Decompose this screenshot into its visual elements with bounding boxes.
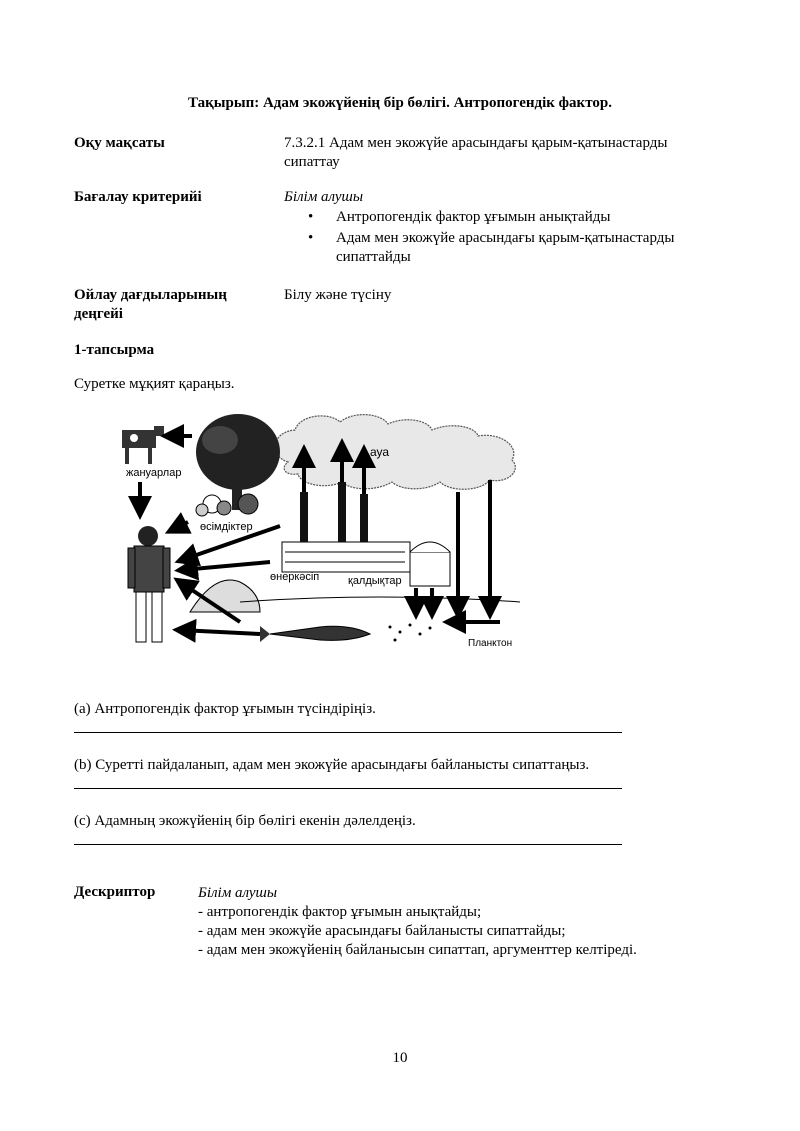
tree-icon (196, 414, 280, 516)
bullet-dot-icon: • (308, 209, 314, 225)
descriptor-item-1: - антропогендік фактор ұғымын анықтайды; (198, 904, 482, 920)
criteria-bullet-2-text-cont: сипаттайды (336, 249, 411, 265)
plankton-label: Планктон (468, 638, 513, 649)
page-title: Тақырып: Адам экожүйенің бір бөлігі. Антропогендік фактор. (188, 95, 612, 111)
criteria-bullet-2 (308, 229, 716, 267)
task-heading: 1-тапсырма (74, 342, 155, 358)
descriptor-list (198, 884, 718, 960)
answer-line-a (74, 732, 622, 733)
answer-line-b (74, 788, 622, 789)
waste-label: қалдықтар (348, 575, 402, 587)
objective-line-2: сипаттау (284, 154, 340, 170)
plankton-dots (389, 624, 432, 642)
question-a: (a) Антропогендік фактор ұғымын түсіндіріңіз. (74, 701, 376, 717)
thinking-label-line-2: деңгейі (74, 306, 123, 322)
thinking-label (74, 286, 274, 324)
air-cloud (275, 415, 515, 490)
thinking-value: Білу және түсіну (284, 287, 392, 303)
criteria-label: Бағалау критерийі (74, 189, 202, 205)
objective-line-1: 7.3.2.1 Адам мен экожүйе арасындағы қарым-қатынастарды (284, 135, 668, 151)
thinking-label-line-1: Ойлау дағдыларының (74, 287, 227, 303)
animals-label: жануарлар (126, 467, 182, 479)
criteria-bullet-2-text: Адам мен экожүйе арасындағы қарым-қатынастарды (336, 230, 675, 246)
air-label: ауа (370, 445, 390, 459)
page-number: 10 (392, 1050, 408, 1066)
industry-label: өнеркәсіп (270, 571, 320, 583)
cow-icon (122, 426, 164, 464)
ecosystem-figure (120, 412, 530, 652)
descriptor-item-3: - адам мен экожүйенің байланысын сипаттап, аргументтер келтіреді. (198, 942, 637, 958)
water-line (240, 597, 520, 602)
criteria-intro: Білім алушы (284, 189, 364, 205)
answer-line-c (74, 844, 622, 845)
objective-label: Оқу мақсаты (74, 135, 165, 151)
question-b: (b) Суретті пайдаланып, адам мен экожүйе арасындағы байланысты сипаттаңыз. (74, 757, 590, 773)
criteria-bullet-1 (308, 208, 716, 227)
plants-label: өсімдіктер (200, 521, 253, 533)
criteria-bullet-1-text: Антропогендік фактор ұғымын анықтайды (336, 209, 611, 225)
person-icon (128, 526, 170, 642)
descriptor-item-2: - адам мен экожүйе арасындағы байланысты сипаттайды; (198, 923, 566, 939)
fish-icon (260, 626, 370, 642)
descriptor-intro: Білім алушы (198, 885, 278, 901)
task-instruction: Суретке мұқият қараңыз. (74, 376, 235, 392)
descriptor-label: Дескриптор (74, 884, 156, 900)
bullet-dot-icon: • (308, 230, 314, 246)
question-c: (c) Адамның экожүйенің бір бөлігі екенін дәлелдеңіз. (74, 813, 416, 829)
objective-value (284, 134, 724, 172)
